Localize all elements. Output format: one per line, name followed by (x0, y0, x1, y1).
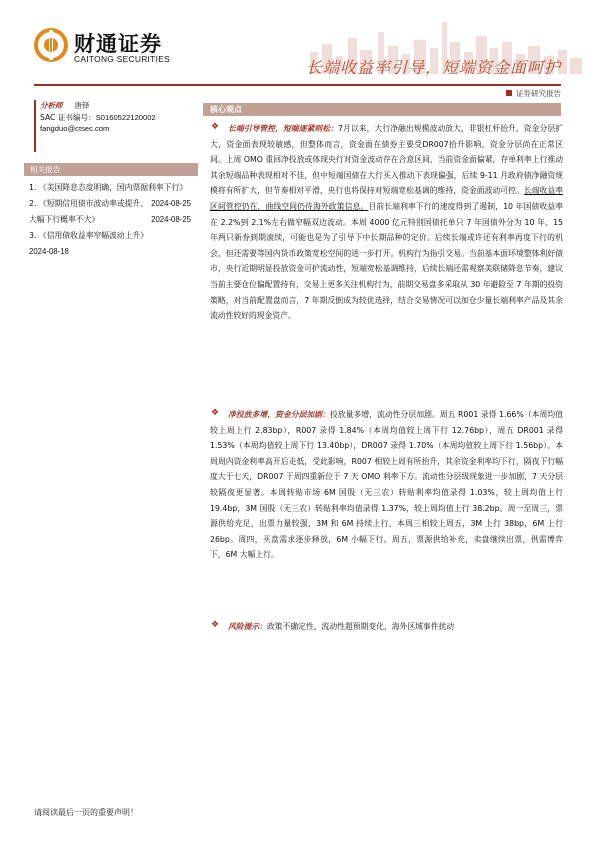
core-bullet-3 (210, 619, 563, 635)
bullet-lead: 净投放多增，资金分层加剧： (228, 410, 330, 419)
analyst-name: 唐铎 (74, 101, 90, 110)
diamond-bullet-icon: ❖ (211, 122, 220, 132)
analyst-info (40, 100, 200, 135)
core-views-bar (203, 103, 561, 116)
brand-name-en: CAITONG SECURITIES (74, 54, 170, 64)
sac-label: SAC 证书编号： (40, 112, 96, 122)
header-divider (34, 84, 561, 86)
bullet-text-after: 目前长端利率下行的速度得到了遏制，10 年国债收益率在 2.2%到 2.1%左右做窄幅双边波动。本周 4000 亿元特别国债托单只 7 年国债外分为 10 年、15 年两只新券到期滚续，可能也是为了引导下中长期品种的定价。后续长端或许还有利率再度下行的机会，但还需要等国内货币政策宽松空间的进一步打开。机构行为指引交易。当前基本面环境整体利好债市，央行近期明显投放资金可护流动性，短端宽松基调维持，后续长端还需观察美联储降息节奏，建议当前主要仓位偏配置持有，交易上更多关注机构行为，前期交易盘多采取从 30 年避险至 7 年期的投资策略，对当前配置盘而言，7 年期反倒成为较优选择，结合交易情况可以加仓少量长端利率产品及其余流动性较好的现金资产。 (210, 201, 563, 321)
square-icon (506, 90, 512, 96)
related-report-title[interactable]: 1. 《美国降息态度明确，国内票据利率下行》 (29, 183, 188, 192)
bullet-text: 投放量多增，流动性分层加剧。周五 R001 录得 1.66%（本周均值较上周上行 2.83bp），R007 录得 1.84%（本周均值较上周下行 12.76bp），周五 DR001 录得 1.53%（本周均值较上周下行 13.40bp），DR007 录得 1.70%（本周均值较上周下行 1.56bp）。本周周内资金利率高开后走低，受此影响，R007 相较上周有所抬升，其余资金利率均下行，隔夜下行幅度大于七天，DR007 于周四重新位于 7 天 OMO 利率下方。流动性分层级现象进一步加剧，7 天分层较隔夜更显著。本周转贴市场 6M 国股（无三农）转贴利率均值录得 1.03%，较上周均值上行 19.4bp，3M 国股（无三农）转贴利率均值录得 1.37%，较上周均值上行 38.2bp。周一至周三，票源供给充足，出票力量较强，3M 和 6M 持续上行，本周三相较上周五，3M 上行 38bp，6M 上行 26bp。周四，买盘需求逐步释放，6M 小幅下行。周五，票源供给补充，卖盘继续出票，供需博弈下，6M 大幅上行。 (210, 410, 563, 560)
related-report-title[interactable]: 3. 《信用债收益率窄幅波动上升》 (29, 231, 149, 240)
bullet-underlined-text: 长端收益率区间管控仍在，曲线空间仍待海外政策信息。 (210, 186, 564, 211)
logo-mark-icon (34, 28, 68, 62)
related-report-item[interactable] (29, 180, 199, 208)
analyst-label: 分析师 (40, 101, 63, 110)
analyst-accent-bar (34, 100, 36, 152)
bullet-lead: 长端引导管控，短端逐紧则松： (228, 124, 339, 133)
analyst-sac-line (40, 112, 200, 124)
core-views-title: 核心观点 (210, 105, 242, 114)
related-reports-list (29, 180, 199, 260)
related-report-item[interactable] (29, 228, 199, 260)
analyst-email[interactable]: fangduo@ctsec.com (40, 124, 110, 133)
related-report-date: 2024-08-18 (29, 247, 69, 256)
disclaimer-footer: 请阅读最后一页的重要声明！ (34, 808, 138, 817)
brand-name-cn: 财通证券 (74, 32, 162, 56)
diamond-bullet-icon: ❖ (211, 620, 220, 630)
core-bullet-2 (210, 407, 563, 563)
sac-number: S0160522120002 (95, 112, 156, 122)
brand-logo (34, 24, 174, 70)
related-reports-title: 相关报告 (30, 165, 61, 174)
diamond-bullet-icon: ❖ (211, 408, 220, 418)
analyst-name-line (40, 100, 200, 112)
core-bullet-1 (210, 121, 563, 324)
report-title: 长端收益率引导，短端资金面呵护 (305, 58, 561, 77)
related-report-date: 2024-08-25 (151, 215, 191, 224)
bullet-text: 7月以来，大行净融出规模波动放大，非银杠杆抬升，资金分层扩大，资金面表现较敏感，但整体而言，资金面在债券主要受DR007拾升影响，资金分层尚在正常区间。上周 OMO 重回净投放或体现央行对资金波动存在合意区间，当前资金面偏紧，存单利率上行推动其余短端品种表现相对不佳，但中短端国债在大行买入推动下表现偏强，后续 9-11 月政府债净融资规模将有所扩大，但节奏相对平滑，央行也将保持对短端宽松基调的维持，资金面波动可控。 (210, 124, 563, 196)
related-report-date: 2024-08-25 (151, 199, 191, 208)
related-report-title[interactable]: 2. 《短期信用债市波动率或提升、大幅下行概率不大》 (29, 199, 149, 224)
report-type (506, 88, 561, 99)
bullet-text: 政策不确定性，流动性超预期变化，海外区域事件扰动 (266, 622, 455, 631)
report-type-label: 证券研究报告 (516, 89, 561, 98)
bullet-lead: 风险提示： (228, 622, 267, 631)
